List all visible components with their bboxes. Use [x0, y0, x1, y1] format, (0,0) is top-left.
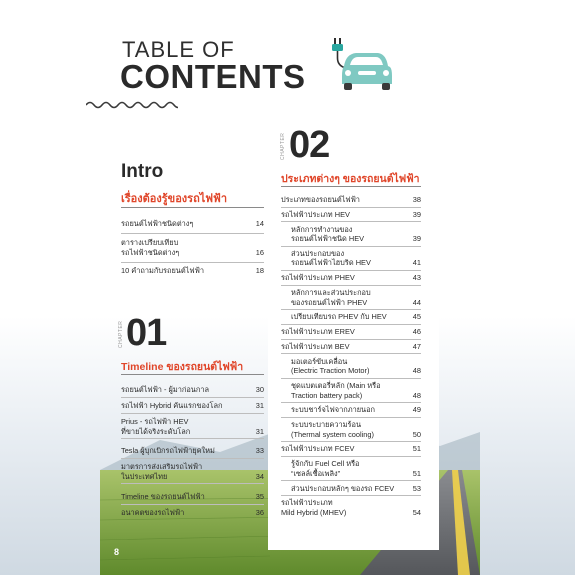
toc-entry-ch02-6[interactable]: [291, 288, 421, 307]
toc-entry-text: ระบบระบายความร้อน (Thermal system cooling): [291, 420, 374, 439]
toc-entry-page: 51: [412, 444, 421, 454]
toc-entry-intro-3[interactable]: [121, 266, 264, 276]
toc-entry-text: รถไฟฟ้าประเภท Mild Hybrid (MHEV): [281, 498, 347, 517]
divider: [121, 374, 264, 375]
toc-entry-page: 14: [255, 219, 264, 228]
toc-entry-page: 39: [412, 209, 421, 219]
toc-entry-text: รถไฟฟ้า Hybrid คันแรกของโลก: [121, 401, 223, 410]
toc-entry-page: 53: [412, 483, 421, 493]
toc-entry-page: 18: [255, 266, 264, 275]
toc-entry-page: 16: [255, 247, 264, 257]
toc-entry-text: รถไฟฟ้าประเภท HEV: [281, 209, 350, 219]
toc-entry-ch01-3[interactable]: [121, 417, 264, 436]
toc-entry-text: ประเภทของรถยนต์ไฟฟ้า: [281, 195, 360, 204]
chapter-label: CHAPTER: [118, 320, 124, 348]
divider: [121, 207, 264, 208]
toc-entry-text: ระบบชาร์จไฟจากภายนอก: [291, 405, 376, 415]
toc-entry-ch02-8[interactable]: [281, 327, 421, 337]
toc-entry-text: ส่วนประกอบของ รถยนต์ไฟฟ้าไฮบริด HEV: [291, 248, 371, 268]
divider: [281, 480, 421, 481]
toc-entry-page: 43: [412, 273, 421, 283]
title-line-1: TABLE OF: [122, 37, 235, 62]
toc-entry-text: รู้จักกับ Fuel Cell หรือ “เซลล์เชื้อเพลิง”: [291, 459, 360, 478]
title-line-2: CONTENTS: [120, 58, 306, 95]
toc-entry-page: 38: [412, 195, 421, 204]
chapter-label: CHAPTER: [280, 132, 286, 160]
toc-entry-text: หลักการทำงานของ รถยนต์ไฟฟ้าชนิด HEV: [291, 224, 365, 244]
toc-entry-page: 49: [412, 405, 421, 415]
toc-entry-ch02-5[interactable]: [281, 273, 421, 283]
toc-entry-text: รถไฟฟ้าประเภท FCEV: [281, 444, 355, 454]
divider: [281, 402, 421, 403]
chapter-number: 01: [126, 312, 167, 354]
toc-entry-text: รถยนต์ไฟฟ้า - ผู้มาก่อนกาล: [121, 385, 209, 394]
toc-entry-text: Prius - รถไฟฟ้า HEV ที่ขายได้จริงระดับโลก: [121, 417, 191, 436]
divider: [281, 246, 421, 247]
toc-entry-text: อนาคตของรถไฟฟ้า: [121, 508, 185, 517]
toc-entry-page: 48: [412, 390, 421, 400]
toc-entry-ch02-9[interactable]: [281, 342, 421, 352]
chapter-title: Timeline ของรถยนต์ไฟฟ้า: [121, 361, 244, 373]
toc-entry-ch02-10[interactable]: [291, 357, 421, 376]
electric-car-plug-icon: [326, 36, 396, 96]
toc-entry-ch01-5[interactable]: [121, 462, 264, 481]
toc-entry-text: รถไฟฟ้าประเภท BEV: [281, 341, 350, 351]
toc-entry-text: มาตรการส่งเสริมรถไฟฟ้า ในประเทศไทย: [121, 462, 203, 481]
toc-entry-page: 47: [412, 341, 421, 351]
toc-entry-text: มอเตอร์ขับเคลื่อน (Electric Traction Motor): [291, 356, 370, 376]
toc-entry-text: รถไฟฟ้าประเภท EREV: [281, 327, 355, 337]
wave-divider-icon: [86, 100, 178, 110]
toc-entry-ch01-7[interactable]: [121, 508, 264, 518]
toc-entry-page: 30: [255, 385, 264, 394]
toc-entry-page: 34: [255, 471, 264, 481]
divider: [121, 397, 264, 398]
toc-entry-page: 35: [255, 492, 264, 501]
toc-entry-text: รถไฟฟ้าประเภท PHEV: [281, 273, 355, 283]
divider: [281, 339, 421, 340]
toc-entry-ch02-7[interactable]: [291, 312, 421, 322]
toc-entry-page: 54: [412, 507, 421, 517]
toc-entry-text: ตารางเปรียบเทียบ รถไฟฟ้าชนิดต่างๆ: [121, 238, 180, 257]
toc-entry-page: 36: [255, 508, 264, 517]
toc-entry-page: 31: [255, 401, 264, 410]
toc-entry-text: รถยนต์ไฟฟ้าชนิดต่างๆ: [121, 219, 194, 228]
toc-entry-page: 48: [412, 366, 421, 376]
toc-entry-ch02-14[interactable]: [281, 444, 421, 454]
toc-entry-page: 51: [412, 468, 421, 478]
toc-entry-page: 41: [412, 258, 421, 268]
chapter-title: ประเภทต่างๆ ของรถยนต์ไฟฟ้า: [281, 173, 420, 185]
toc-entry-ch02-13[interactable]: [291, 420, 421, 439]
divider: [281, 309, 421, 310]
toc-entry-ch01-6[interactable]: [121, 492, 264, 502]
divider: [281, 495, 421, 496]
toc-entry-text: ชุดแบตเตอรี่หลัก (Main หรือ Traction battery pack): [291, 381, 381, 400]
chapter-number: 02: [289, 124, 330, 166]
page-number: 8: [114, 547, 120, 557]
toc-entry-ch02-17[interactable]: [281, 498, 421, 517]
toc-entry-ch02-11[interactable]: [291, 381, 421, 400]
divider: [281, 221, 421, 222]
toc-entry-page: 50: [412, 429, 421, 439]
toc-entry-text: 10 คำถามกับรถยนต์ไฟฟ้า: [121, 266, 204, 275]
divider: [281, 456, 421, 457]
divider: [281, 270, 421, 271]
toc-entry-ch02-3[interactable]: [291, 225, 421, 244]
divider: [281, 441, 421, 442]
toc-entry-page: 31: [255, 426, 264, 436]
toc-entry-page: 39: [412, 234, 421, 244]
toc-entry-page: 45: [412, 312, 421, 322]
divider: [121, 233, 264, 234]
divider: [281, 353, 421, 354]
divider: [121, 262, 264, 263]
divider: [121, 483, 264, 484]
toc-entry-ch02-15[interactable]: [291, 459, 421, 478]
toc-entry-ch01-2[interactable]: [121, 401, 264, 411]
toc-entry-page: 33: [255, 446, 264, 455]
toc-entry-text: หลักการและส่วนประกอบ ของรถยนต์ไฟฟ้า PHEV: [291, 288, 371, 307]
toc-entry-intro-1[interactable]: [121, 219, 264, 229]
divider: [281, 417, 421, 418]
divider: [281, 324, 421, 325]
toc-entry-ch02-16[interactable]: [291, 484, 421, 494]
toc-entry-text: Timeline ของรถยนต์ไฟฟ้า: [121, 492, 205, 501]
divider: [281, 207, 421, 208]
toc-entry-text: Tesla ผู้บุกเบิกรถไฟฟ้ายุคใหม่: [121, 446, 215, 455]
toc-entry-ch02-1[interactable]: [281, 195, 421, 205]
toc-entry-page: 44: [412, 297, 421, 307]
toc-entry-ch01-4[interactable]: [121, 446, 264, 456]
toc-entry-ch02-4[interactable]: [291, 249, 421, 268]
toc-entry-intro-2[interactable]: [121, 238, 264, 257]
toc-entry-text: ส่วนประกอบหลักๆ ของรถ FCEV: [291, 483, 395, 493]
toc-entry-text: เปรียบเทียบรถ PHEV กับ HEV: [291, 312, 387, 322]
toc-entry-ch02-12[interactable]: [291, 405, 421, 415]
divider: [281, 378, 421, 379]
divider: [121, 413, 264, 414]
divider: [121, 458, 264, 459]
divider: [121, 504, 264, 505]
toc-entry-ch01-1[interactable]: [121, 385, 264, 395]
divider: [281, 285, 421, 286]
toc-entry-ch02-2[interactable]: [281, 210, 421, 220]
intro-title: Intro: [121, 161, 164, 182]
intro-subtitle: เรื่องต้องรู้ของรถไฟฟ้า: [121, 193, 228, 205]
toc-entry-page: 46: [412, 327, 421, 337]
divider: [281, 186, 421, 187]
divider: [121, 438, 264, 439]
